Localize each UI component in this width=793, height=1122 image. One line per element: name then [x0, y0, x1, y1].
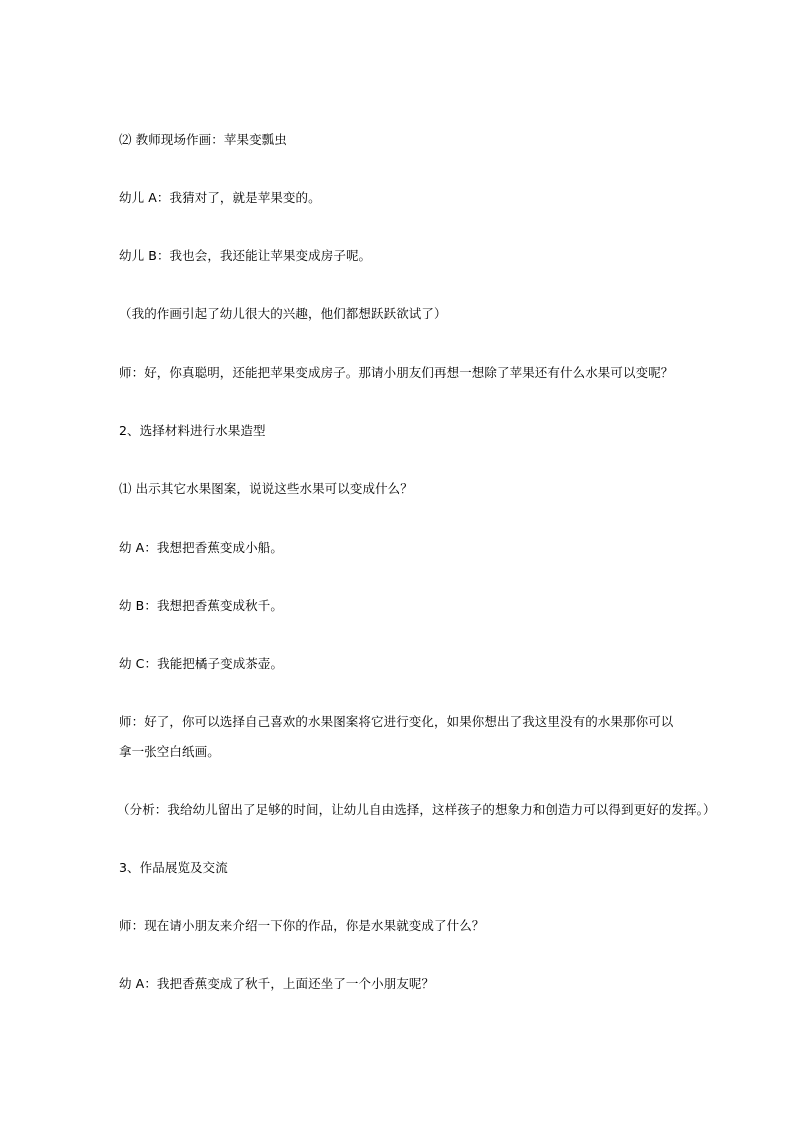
paragraph-show-fruit: ⑴ 出示其它水果图案，说说这些水果可以变成什么？: [119, 481, 413, 496]
paragraph-analysis-note: （分析：我给幼儿留出了足够的时间，让幼儿自由选择，这样孩子的想象力和创造力可以得到更好的发挥。）: [117, 802, 716, 817]
paragraph-child-c-teapot: 幼 C：我能把橘子变成茶壶。: [119, 656, 284, 671]
section-heading-exhibition: 3、作品展览及交流: [119, 860, 228, 875]
paragraph-teacher-introduce: 师：现在请小朋友来介绍一下你的作品，你是水果就变成了什么？: [119, 918, 485, 933]
paragraph-child-a-boat: 幼 A：我想把香蕉变成小船。: [119, 540, 283, 555]
paragraph-child-a-guess: 幼儿 A：我猜对了，就是苹果变的。: [119, 190, 321, 205]
paragraph-child-a-swing-friend: 幼 A：我把香蕉变成了秋千，上面还坐了一个小朋友呢？: [119, 976, 435, 991]
paragraph-teacher-drawing: ⑵ 教师现场作画：苹果变瓢虫: [119, 132, 287, 147]
paragraph-interest-note: （我的作画引起了幼儿很大的兴趣，他们都想跃跃欲试了）: [119, 306, 447, 321]
paragraph-child-b-swing: 幼 B：我想把香蕉变成秋千。: [119, 598, 283, 613]
paragraph-child-b-house: 幼儿 B：我也会，我还能让苹果变成房子呢。: [119, 248, 372, 263]
section-heading-materials: 2、选择材料进行水果造型: [119, 423, 266, 438]
paragraph-teacher-instruction: 师：好了，你可以选择自己喜欢的水果图案将它进行变化，如果你想出了我这里没有的水果那你可以拿一张空白纸画。: [119, 714, 674, 759]
paragraph-teacher-question: 师：好，你真聪明，还能把苹果变成房子。那请小朋友们再想一想除了苹果还有什么水果可以变呢？: [119, 365, 674, 380]
